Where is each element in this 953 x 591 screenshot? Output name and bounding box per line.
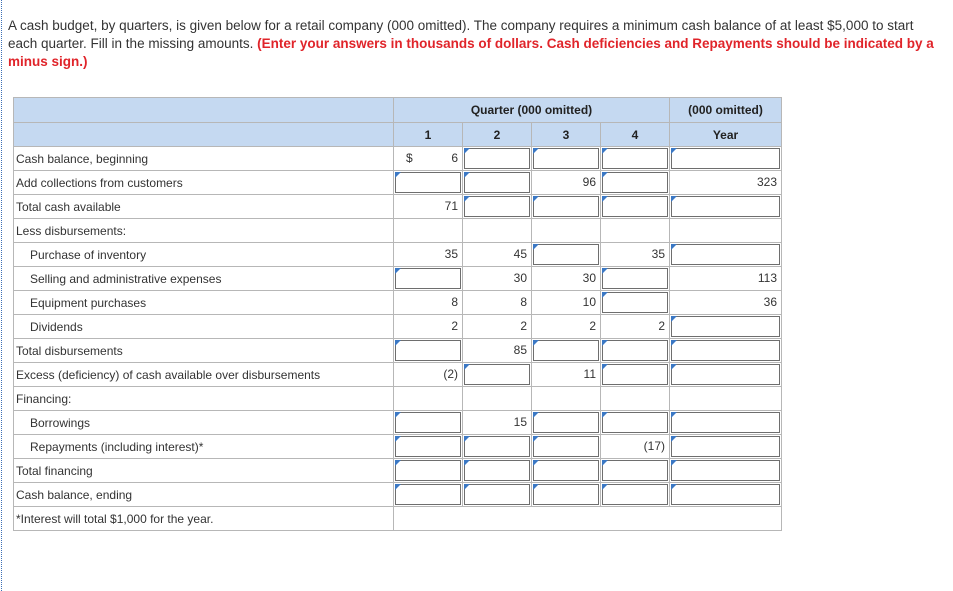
- empty-cell: [670, 219, 782, 243]
- given-value-year: [670, 267, 782, 291]
- empty-cell: [394, 219, 463, 243]
- given-value-q1: [394, 243, 463, 267]
- row-label: Selling and administrative expenses: [14, 267, 394, 291]
- answer-input-q3[interactable]: [533, 196, 599, 217]
- given-value-q3: [532, 171, 601, 195]
- answer-input-q2[interactable]: [464, 148, 530, 169]
- cell-q1: [394, 171, 463, 195]
- answer-input-q3[interactable]: [533, 148, 599, 169]
- cell-value: 15: [513, 415, 527, 429]
- quarter-1-header: 1: [394, 123, 463, 147]
- cell-value: (2): [443, 367, 458, 381]
- given-value-q2: [463, 291, 532, 315]
- cell-year: [670, 339, 782, 363]
- answer-input-q4[interactable]: [602, 484, 668, 505]
- answer-input-q1[interactable]: [395, 268, 461, 289]
- input-flag-icon: [671, 244, 677, 250]
- empty-cell: [463, 219, 532, 243]
- input-flag-icon: [464, 436, 470, 442]
- answer-input-q4[interactable]: [602, 340, 668, 361]
- answer-input-q2[interactable]: [464, 436, 530, 457]
- cell-year: [670, 411, 782, 435]
- answer-input-q3[interactable]: [533, 244, 599, 265]
- answer-input-q3[interactable]: [533, 484, 599, 505]
- input-flag-icon: [395, 484, 401, 490]
- cell-year: [670, 195, 782, 219]
- input-flag-icon: [602, 364, 608, 370]
- cell-value: 2: [520, 319, 527, 333]
- answer-input-q2[interactable]: [464, 172, 530, 193]
- cell-q4: [601, 483, 670, 507]
- cell-q4: [601, 195, 670, 219]
- cell-q1: [394, 267, 463, 291]
- given-value-q4: [601, 315, 670, 339]
- input-flag-icon: [395, 268, 401, 274]
- cell-q3: [532, 339, 601, 363]
- input-flag-icon: [464, 460, 470, 466]
- given-value-q3: [532, 267, 601, 291]
- answer-input-q2[interactable]: [464, 364, 530, 385]
- cell-q3: [532, 411, 601, 435]
- instructions: [8, 17, 938, 71]
- instructions-emphasis: (Enter your answers in thousands of dollars. Cash deficiencies and Repayments should be indicated by a minus sign.): [8, 36, 934, 69]
- cell-value: 71: [444, 199, 458, 213]
- input-flag-icon: [464, 364, 470, 370]
- input-flag-icon: [602, 460, 608, 466]
- left-dotted-border: [1, 0, 2, 591]
- given-value-q4: [601, 435, 670, 459]
- cell-value: 45: [513, 247, 527, 261]
- table-row: [14, 387, 782, 411]
- cell-q2: [463, 459, 532, 483]
- table-row: [14, 291, 782, 315]
- cell-value: 30: [582, 271, 596, 285]
- row-label: Cash balance, ending: [14, 483, 394, 507]
- input-flag-icon: [671, 148, 677, 154]
- cell-q4: [601, 363, 670, 387]
- cell-q1: [394, 339, 463, 363]
- cell-q2: [463, 171, 532, 195]
- row-label: Total cash available: [14, 195, 394, 219]
- input-flag-icon: [671, 412, 677, 418]
- table-row: [14, 195, 782, 219]
- given-value-q2: [463, 411, 532, 435]
- header-blank: [14, 98, 394, 123]
- table-row: [14, 459, 782, 483]
- given-value-q3: [532, 291, 601, 315]
- answer-input-q4[interactable]: [602, 292, 668, 313]
- given-value-q1: [394, 147, 463, 171]
- cell-value: 2: [658, 319, 665, 333]
- input-flag-icon: [671, 340, 677, 346]
- cell-q2: [463, 147, 532, 171]
- given-value-q2: [463, 315, 532, 339]
- header-blank: [14, 123, 394, 147]
- answer-input-year[interactable]: [671, 148, 780, 169]
- empty-cell: [532, 219, 601, 243]
- answer-input-year[interactable]: [671, 340, 780, 361]
- input-flag-icon: [671, 364, 677, 370]
- cell-q1: [394, 411, 463, 435]
- answer-input-year[interactable]: [671, 436, 780, 457]
- cell-q3: [532, 483, 601, 507]
- footnote-row: [14, 507, 782, 531]
- cell-value: 30: [513, 271, 527, 285]
- cell-value: 36: [763, 295, 777, 309]
- input-flag-icon: [395, 412, 401, 418]
- given-value-q2: [463, 339, 532, 363]
- input-flag-icon: [671, 436, 677, 442]
- given-value-q1: [394, 315, 463, 339]
- cell-value: 11: [583, 367, 596, 381]
- input-flag-icon: [671, 484, 677, 490]
- cell-q3: [532, 195, 601, 219]
- row-label: Dividends: [14, 315, 394, 339]
- table-row: [14, 171, 782, 195]
- table-row: [14, 363, 782, 387]
- answer-input-q1[interactable]: [395, 340, 461, 361]
- given-value-q1: [394, 291, 463, 315]
- answer-input-q1[interactable]: [395, 172, 461, 193]
- input-flag-icon: [395, 172, 401, 178]
- cell-year: [670, 435, 782, 459]
- input-flag-icon: [602, 196, 608, 202]
- empty-cell: [463, 387, 532, 411]
- quarter-2-header: 2: [463, 123, 532, 147]
- cell-q4: [601, 267, 670, 291]
- cell-value: 35: [444, 247, 458, 261]
- quarter-4-header: 4: [601, 123, 670, 147]
- cell-year: [670, 147, 782, 171]
- input-flag-icon: [395, 340, 401, 346]
- cell-q3: [532, 243, 601, 267]
- answer-input-q1[interactable]: [395, 460, 461, 481]
- answer-input-year[interactable]: [671, 412, 780, 433]
- currency-symbol: $: [406, 151, 413, 165]
- cell-year: [670, 459, 782, 483]
- empty-cell: [394, 387, 463, 411]
- input-flag-icon: [671, 196, 677, 202]
- cell-q4: [601, 147, 670, 171]
- cell-q4: [601, 459, 670, 483]
- empty-cell: [670, 387, 782, 411]
- cell-year: [670, 315, 782, 339]
- answer-input-q3[interactable]: [533, 436, 599, 457]
- row-label: Cash balance, beginning: [14, 147, 394, 171]
- answer-input-q4[interactable]: [602, 148, 668, 169]
- footnote: *Interest will total $1,000 for the year.: [14, 507, 394, 531]
- row-label: Total financing: [14, 459, 394, 483]
- given-value-q2: [463, 267, 532, 291]
- row-label: Borrowings: [14, 411, 394, 435]
- table-row: [14, 315, 782, 339]
- table-row: [14, 147, 782, 171]
- row-label: Financing:: [14, 387, 394, 411]
- input-flag-icon: [533, 412, 539, 418]
- input-flag-icon: [533, 484, 539, 490]
- cell-q3: [532, 147, 601, 171]
- cell-q1: [394, 459, 463, 483]
- input-flag-icon: [464, 196, 470, 202]
- cell-q2: [463, 363, 532, 387]
- input-flag-icon: [533, 436, 539, 442]
- input-flag-icon: [464, 148, 470, 154]
- answer-input-q4[interactable]: [602, 196, 668, 217]
- cell-q4: [601, 291, 670, 315]
- cell-value: 85: [513, 343, 527, 357]
- answer-input-q4[interactable]: [602, 268, 668, 289]
- answer-input-q2[interactable]: [464, 196, 530, 217]
- input-flag-icon: [533, 340, 539, 346]
- cell-value: 2: [589, 319, 596, 333]
- answer-input-q4[interactable]: [602, 460, 668, 481]
- given-value-q4: [601, 243, 670, 267]
- input-flag-icon: [602, 172, 608, 178]
- answer-input-year[interactable]: [671, 484, 780, 505]
- answer-input-year[interactable]: [671, 196, 780, 217]
- input-flag-icon: [602, 340, 608, 346]
- answer-input-q1[interactable]: [395, 484, 461, 505]
- input-flag-icon: [395, 436, 401, 442]
- answer-input-year[interactable]: [671, 364, 780, 385]
- given-value-year: [670, 291, 782, 315]
- answer-input-q3[interactable]: [533, 412, 599, 433]
- answer-input-q2[interactable]: [464, 484, 530, 505]
- given-value-q3: [532, 363, 601, 387]
- input-flag-icon: [395, 460, 401, 466]
- input-flag-icon: [533, 148, 539, 154]
- cell-value: 113: [757, 271, 777, 285]
- cell-year: [670, 243, 782, 267]
- input-flag-icon: [533, 196, 539, 202]
- row-label: Add collections from customers: [14, 171, 394, 195]
- empty-cell: [601, 219, 670, 243]
- table-row: [14, 243, 782, 267]
- input-flag-icon: [671, 316, 677, 322]
- cell-value: 6: [451, 151, 458, 165]
- row-label: Less disbursements:: [14, 219, 394, 243]
- row-label: Purchase of inventory: [14, 243, 394, 267]
- cell-q4: [601, 339, 670, 363]
- cell-value: 323: [756, 175, 777, 189]
- given-value-q2: [463, 243, 532, 267]
- input-flag-icon: [671, 460, 677, 466]
- cash-budget-table: [13, 97, 782, 531]
- input-flag-icon: [602, 268, 608, 274]
- cell-value: 2: [451, 319, 458, 333]
- table-row: [14, 435, 782, 459]
- cell-q3: [532, 435, 601, 459]
- quarter-3-header: 3: [532, 123, 601, 147]
- table-row: [14, 483, 782, 507]
- cell-q2: [463, 483, 532, 507]
- cell-q3: [532, 459, 601, 483]
- cell-q2: [463, 195, 532, 219]
- row-label: Equipment purchases: [14, 291, 394, 315]
- cell-q1: [394, 483, 463, 507]
- cell-year: [670, 483, 782, 507]
- input-flag-icon: [602, 292, 608, 298]
- cell-year: [670, 363, 782, 387]
- answer-input-q3[interactable]: [533, 340, 599, 361]
- answer-input-year[interactable]: [671, 316, 780, 337]
- answer-input-year[interactable]: [671, 244, 780, 265]
- table-row: [14, 267, 782, 291]
- answer-input-year[interactable]: [671, 460, 780, 481]
- cell-value: (17): [643, 439, 665, 453]
- cell-q1: [394, 435, 463, 459]
- row-label: Excess (deficiency) of cash available over disbursements: [14, 363, 394, 387]
- answer-input-q4[interactable]: [602, 364, 668, 385]
- cell-value: 8: [520, 295, 527, 309]
- input-flag-icon: [602, 484, 608, 490]
- quarter-group-header: Quarter (000 omitted): [394, 98, 670, 123]
- input-flag-icon: [533, 244, 539, 250]
- cell-q4: [601, 171, 670, 195]
- row-label: Total disbursements: [14, 339, 394, 363]
- year-header: Year: [670, 123, 782, 147]
- footnote-blank: [394, 507, 782, 531]
- given-value-q1: [394, 363, 463, 387]
- answer-input-q1[interactable]: [395, 436, 461, 457]
- input-flag-icon: [533, 460, 539, 466]
- answer-input-q2[interactable]: [464, 460, 530, 481]
- input-flag-icon: [602, 148, 608, 154]
- cell-value: 10: [582, 295, 596, 309]
- cell-q4: [601, 411, 670, 435]
- year-group-header: (000 omitted): [670, 98, 782, 123]
- input-flag-icon: [464, 484, 470, 490]
- table-row: [14, 219, 782, 243]
- given-value-year: [670, 171, 782, 195]
- empty-cell: [532, 387, 601, 411]
- answer-input-q4[interactable]: [602, 412, 668, 433]
- cell-value: 96: [582, 175, 596, 189]
- answer-input-q1[interactable]: [395, 412, 461, 433]
- instructions-text: A cash budget, by quarters, is given below for a retail company (000 omitted). The company requires a minimum cash balance of at least $5,000 to start each quarter. Fill in the missing amounts.: [8, 18, 914, 51]
- cell-value: 8: [451, 295, 458, 309]
- given-value-q1: [394, 195, 463, 219]
- cell-q2: [463, 435, 532, 459]
- cell-value: 35: [651, 247, 665, 261]
- answer-input-q3[interactable]: [533, 460, 599, 481]
- table-row: [14, 339, 782, 363]
- input-flag-icon: [602, 412, 608, 418]
- table-row: [14, 411, 782, 435]
- answer-input-q4[interactable]: [602, 172, 668, 193]
- empty-cell: [601, 387, 670, 411]
- row-label: Repayments (including interest)*: [14, 435, 394, 459]
- given-value-q3: [532, 315, 601, 339]
- input-flag-icon: [464, 172, 470, 178]
